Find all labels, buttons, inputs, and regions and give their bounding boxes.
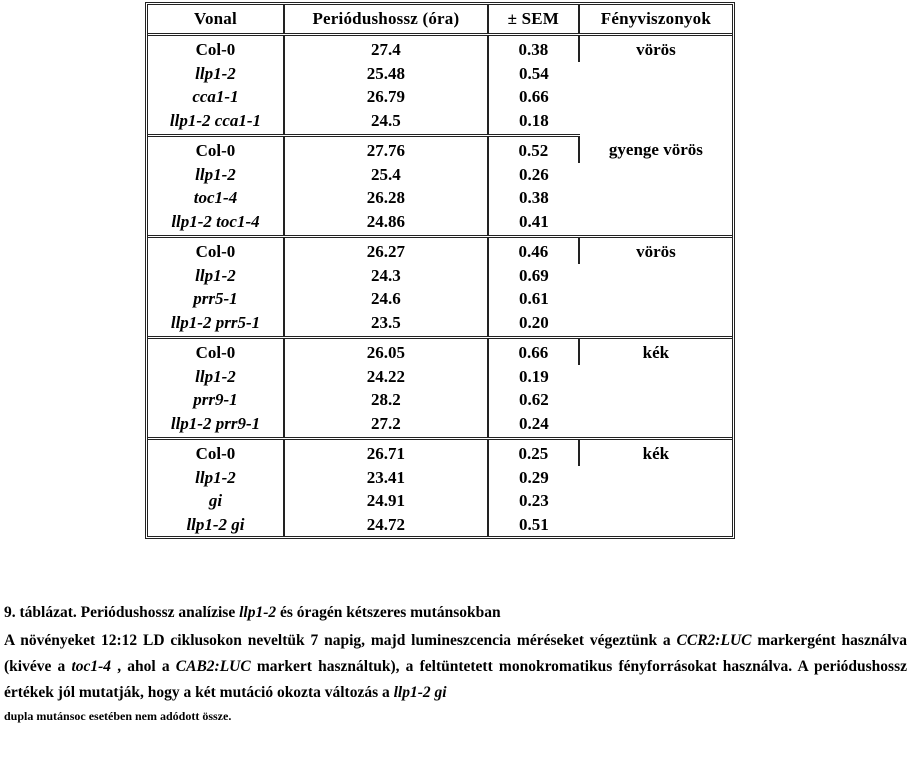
caption-title-prefix: 9. táblázat. Periódushossz analízise xyxy=(4,604,240,621)
sem-cell: 0.19 xyxy=(518,366,549,386)
table-header-row xyxy=(148,5,732,35)
line-cell: gi xyxy=(148,489,284,513)
sem-cell: 0.20 xyxy=(488,311,579,338)
sem-cell: 0.66 xyxy=(518,87,549,106)
period-cell: 24.5 xyxy=(284,109,488,136)
table-row xyxy=(148,35,732,62)
period-cell: 24.6 xyxy=(284,287,488,311)
light-condition-cell: vörös xyxy=(579,237,732,338)
line-cell: Col-0 xyxy=(148,136,284,163)
line-cell: cca1-1 xyxy=(148,85,284,109)
period-cell: 26.27 xyxy=(284,237,488,264)
period-cell: 28.2 xyxy=(284,388,488,412)
sem-cell: 0.29 xyxy=(518,467,549,487)
caption-body-text: , ahol a xyxy=(111,658,176,675)
caption-body xyxy=(4,628,907,706)
line-cell: Col-0 xyxy=(148,237,284,264)
caption-body-text: A növényeket 12:12 LD ciklusokon neveltük 7 napig, majd lumineszcencia méréseket végeztünk a xyxy=(4,632,677,649)
period-cell: 24.91 xyxy=(284,489,488,513)
light-condition-cell: vörös xyxy=(636,40,676,59)
line-cell: llp1-2 xyxy=(148,466,284,490)
line-cell: llp1-2 prr9-1 xyxy=(148,412,284,439)
caption-title xyxy=(4,600,907,626)
line-cell: llp1-2 xyxy=(148,163,284,187)
caption-body-italic: toc1-4 xyxy=(71,658,112,675)
sem-cell: 0.41 xyxy=(488,210,579,237)
period-cell: 24.72 xyxy=(284,513,488,537)
header-light: Fényviszonyok xyxy=(579,5,732,35)
sem-cell: 0.25 xyxy=(488,439,579,466)
period-cell: 25.48 xyxy=(284,62,488,86)
sem-cell: 0.38 xyxy=(488,35,579,62)
period-cell: 23.41 xyxy=(284,466,488,490)
period-cell: 26.79 xyxy=(284,85,488,109)
line-cell: llp1-2 prr5-1 xyxy=(148,311,284,338)
sem-cell: 0.51 xyxy=(518,514,549,534)
line-cell: llp1-2 gi xyxy=(148,513,284,537)
caption-body-italic: llp1-2 gi xyxy=(393,684,447,701)
sem-cell: 0.62 xyxy=(518,390,549,409)
header-period: Periódushossz (óra) xyxy=(284,5,488,35)
caption-body-italic: CAB2:LUC xyxy=(175,658,251,675)
period-cell: 24.3 xyxy=(284,264,488,288)
sem-cell: 0.24 xyxy=(488,412,579,439)
period-cell: 27.76 xyxy=(284,136,488,163)
period-cell: 26.28 xyxy=(284,186,488,210)
sem-cell: 0.66 xyxy=(488,338,579,365)
line-cell: prr9-1 xyxy=(148,388,284,412)
sem-cell: 0.69 xyxy=(518,265,549,285)
sem-cell: 0.52 xyxy=(488,136,579,163)
header-sem: ± SEM xyxy=(488,5,579,35)
table-row xyxy=(148,237,732,264)
sem-cell: 0.38 xyxy=(518,188,549,207)
period-cell: 27.4 xyxy=(284,35,488,62)
sem-cell: 0.23 xyxy=(518,491,549,510)
period-cell: 24.86 xyxy=(284,210,488,237)
line-cell: llp1-2 toc1-4 xyxy=(148,210,284,237)
line-cell: Col-0 xyxy=(148,338,284,365)
period-cell: 26.71 xyxy=(284,439,488,466)
period-table xyxy=(148,5,732,536)
caption-body-italic: CCR2:LUC xyxy=(676,632,752,649)
caption-title-suffix: és óragén kétszeres mutánsokban xyxy=(276,604,501,621)
table-row xyxy=(148,439,732,466)
line-cell: Col-0 xyxy=(148,35,284,62)
caption-body-text: markert használtuk), a feltüntetett monokromatikus fényforrásokat használva. A periódushossz értékek jól mutatják, hogy a két mutáció okozta változás a xyxy=(4,658,907,701)
table-caption xyxy=(4,600,907,724)
period-cell: 23.5 xyxy=(284,311,488,338)
line-cell: llp1-2 cca1-1 xyxy=(148,109,284,136)
period-cell: 27.2 xyxy=(284,412,488,439)
sem-cell: 0.26 xyxy=(518,164,549,184)
period-cell: 25.4 xyxy=(284,163,488,187)
line-cell: llp1-2 xyxy=(148,365,284,389)
sem-cell: 0.18 xyxy=(488,109,579,136)
line-cell: prr5-1 xyxy=(148,287,284,311)
light-condition-cell: kék xyxy=(642,444,670,463)
period-table-container xyxy=(145,2,735,539)
table-row xyxy=(148,136,732,163)
header-line: Vonal xyxy=(148,5,284,35)
caption-last-line: dupla mutánsoc esetében nem adódott össze. xyxy=(4,709,232,723)
light-condition-cell: kék xyxy=(579,338,732,439)
period-cell: 26.05 xyxy=(284,338,488,365)
table-row xyxy=(148,338,732,365)
line-cell: llp1-2 xyxy=(148,62,284,86)
sem-cell: 0.61 xyxy=(518,289,549,308)
line-cell: Col-0 xyxy=(148,439,284,466)
period-cell: 24.22 xyxy=(284,365,488,389)
light-condition-cell: gyenge vörös xyxy=(579,136,732,237)
line-cell: toc1-4 xyxy=(148,186,284,210)
table-body xyxy=(148,35,732,537)
line-cell: llp1-2 xyxy=(148,264,284,288)
caption-body-text: markergént használva (kivéve a xyxy=(4,632,908,675)
caption-title-italic: llp1-2 xyxy=(239,604,277,621)
sem-cell: 0.46 xyxy=(488,237,579,264)
sem-cell: 0.54 xyxy=(518,63,549,83)
